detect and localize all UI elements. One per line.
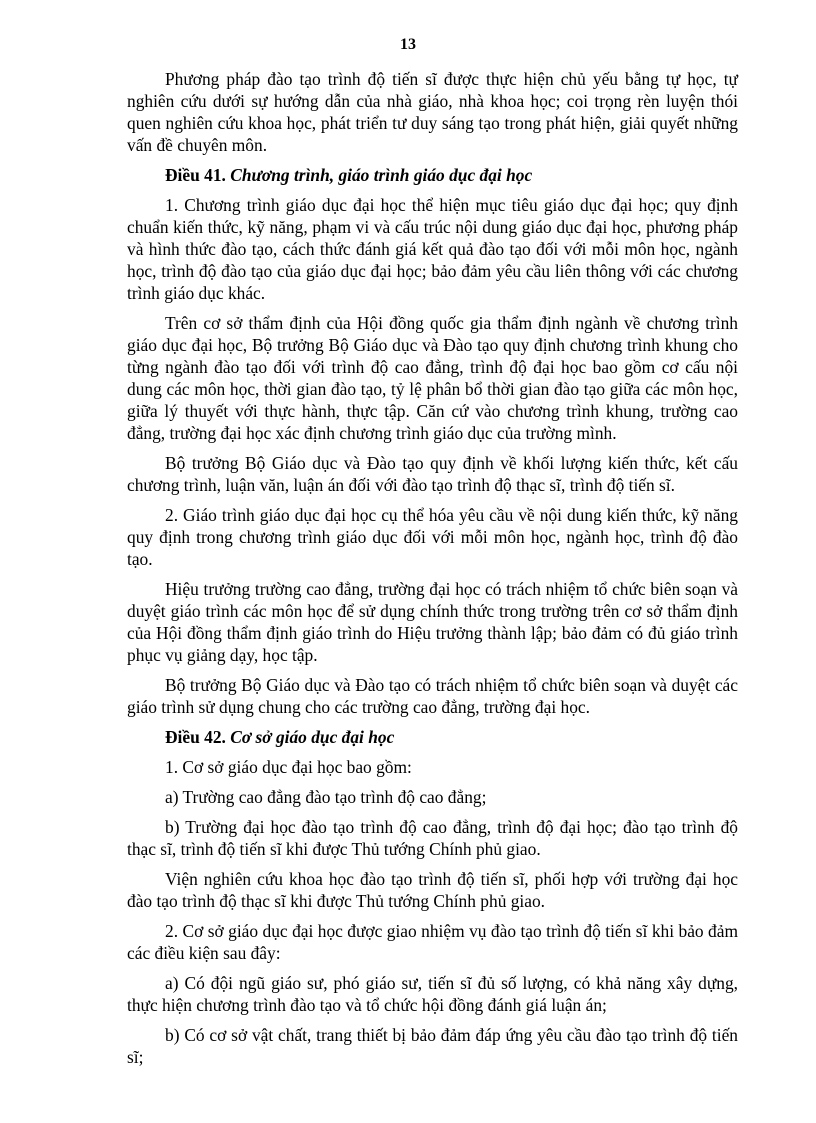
paragraph: b) Có cơ sở vật chất, trang thiết bị bảo đảm đáp ứng yêu cầu đào tạo trình độ tiến sĩ; xyxy=(127,1025,738,1067)
paragraph: 2. Giáo trình giáo dục đại học cụ thể hóa yêu cầu về nội dung kiến thức, kỹ năng quy định trong chương trình giáo dục đối với mỗi môn học, ngành học, trình độ đào tạo. xyxy=(127,505,738,569)
paragraph: 1. Cơ sở giáo dục đại học bao gồm: xyxy=(165,757,412,777)
article-title: Chương trình, giáo trình giáo dục đại học xyxy=(230,165,533,185)
article-number: Điều 41. xyxy=(165,165,226,185)
paragraph: Hiệu trưởng trường cao đẳng, trường đại học có trách nhiệm tổ chức biên soạn và duyệt giáo trình các môn học để sử dụng chính thức trong trường trên cơ sở thẩm định của Hội đồng thẩm định giáo trình do Hiệu trưởng thành lập; bảo đảm có đủ giáo trình phục vụ giảng dạy, học tập. xyxy=(127,579,738,665)
paragraph: 2. Cơ sở giáo dục đại học được giao nhiệm vụ đào tạo trình độ tiến sĩ khi bảo đảm các điều kiện sau đây: xyxy=(127,921,738,963)
page-number: 13 xyxy=(400,36,416,53)
document-body xyxy=(127,68,738,1076)
paragraph: a) Trường cao đẳng đào tạo trình độ cao đẳng; xyxy=(165,787,487,807)
paragraph: Phương pháp đào tạo trình độ tiến sĩ được thực hiện chủ yếu bằng tự học, tự nghiên cứu dưới sự hướng dẫn của nhà giáo, nhà khoa học; coi trọng rèn luyện thói quen nghiên cứu khoa học, phát triển tư duy sáng tạo trong phát hiện, giải quyết những vấn đề chuyên môn. xyxy=(127,69,738,155)
article-title: Cơ sở giáo dục đại học xyxy=(230,727,395,747)
paragraph: Bộ trưởng Bộ Giáo dục và Đào tạo có trách nhiệm tổ chức biên soạn và duyệt các giáo trình sử dụng chung cho các trường cao đẳng, trường đại học. xyxy=(127,675,738,717)
paragraph: b) Trường đại học đào tạo trình độ cao đẳng, trình độ đại học; đào tạo trình độ thạc sĩ, trình độ tiến sĩ khi được Thủ tướng Chính phủ giao. xyxy=(127,817,738,859)
paragraph: Viện nghiên cứu khoa học đào tạo trình độ tiến sĩ, phối hợp với trường đại học đào tạo trình độ thạc sĩ khi được Thủ tướng Chính phủ giao. xyxy=(127,869,738,911)
article-heading-41 xyxy=(127,164,738,186)
paragraph: Bộ trưởng Bộ Giáo dục và Đào tạo quy định về khối lượng kiến thức, kết cấu chương trình, luận văn, luận án đối với đào tạo trình độ thạc sĩ, trình độ tiến sĩ. xyxy=(127,453,738,495)
paragraph: Trên cơ sở thẩm định của Hội đồng quốc gia thẩm định ngành về chương trình giáo dục đại học, Bộ trưởng Bộ Giáo dục và Đào tạo quy định chương trình khung cho từng ngành đào tạo đối với trình độ cao đẳng, trình độ đại học bao gồm cơ cấu nội dung các môn học, thời gian đào tạo, tỷ lệ phân bổ thời gian đào tạo giữa các môn học, giữa lý thuyết với thực hành, thực tập. Căn cứ vào chương trình khung, trường cao đẳng, trường đại học xác định chương trình giáo dục của trường mình. xyxy=(127,313,738,443)
article-number: Điều 42. xyxy=(165,727,226,747)
paragraph: 1. Chương trình giáo dục đại học thể hiện mục tiêu giáo dục đại học; quy định chuẩn kiến thức, kỹ năng, phạm vi và cấu trúc nội dung giáo dục đại học, phương pháp và hình thức đào tạo, cách thức đánh giá kết quả đào tạo đối với mỗi môn học, ngành học, trình độ đào tạo của giáo dục đại học; bảo đảm yêu cầu liên thông với các chương trình giáo dục khác. xyxy=(127,195,738,303)
paragraph: a) Có đội ngũ giáo sư, phó giáo sư, tiến sĩ đủ số lượng, có khả năng xây dựng, thực hiện chương trình đào tạo và tổ chức hội đồng đánh giá luận án; xyxy=(127,973,738,1015)
article-heading-42 xyxy=(127,726,738,748)
